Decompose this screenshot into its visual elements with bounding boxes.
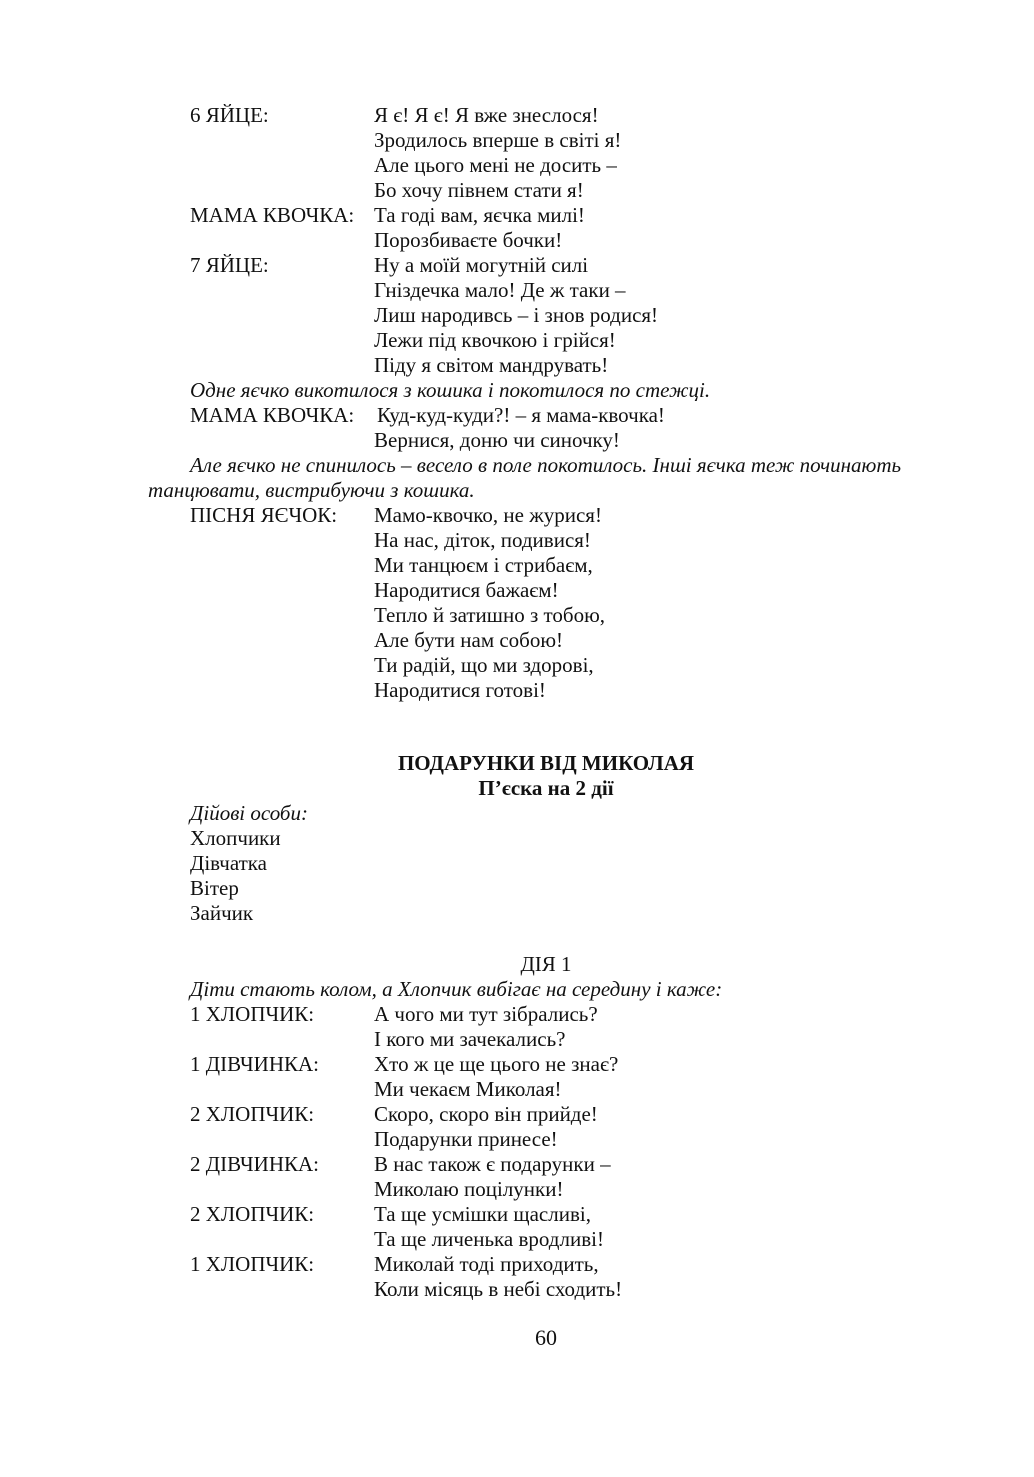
speaker-label: 2 ХЛОПЧИК: — [190, 1102, 315, 1126]
verse-line: Піду я світом мандрувать! — [374, 353, 609, 377]
verse-line: Я є! Я є! Я вже знеслося! — [374, 103, 599, 127]
verse-line: Лиш народивсь – і знов родися! — [374, 303, 659, 327]
verse-line: В нас також є подарунки – — [374, 1152, 611, 1176]
speaker-label: ПІСНЯ ЯЄЧОК: — [190, 503, 338, 527]
verse-line: Хто ж це ще цього не знає? — [374, 1052, 619, 1076]
verse-line: Миколаю поцілунки! — [374, 1177, 564, 1201]
speaker-label: 7 ЯЙЦЕ: — [190, 253, 269, 277]
verse-line: Гніздечка мало! Де ж таки – — [374, 278, 626, 302]
cast-member: Дівчатка — [190, 851, 267, 875]
verse-line: Скоро, скоро він прийде! — [374, 1102, 598, 1126]
verse-line: Ну а моїй могутній силі — [374, 253, 589, 277]
verse-line: Бо хочу півнем стати я! — [374, 178, 584, 202]
verse-line: Миколай тоді приходить, — [374, 1252, 599, 1276]
verse-line: Ми чекаєм Миколая! — [374, 1077, 562, 1101]
verse-line: Ми танцюєм і стрибаєм, — [374, 553, 593, 577]
verse-line: Вернися, доню чи синочку! — [374, 428, 620, 452]
verse-line: Але бути нам собою! — [374, 628, 564, 652]
verse-line: Та годі вам, яєчка милі! — [374, 203, 585, 227]
speaker-label: 2 ДІВЧИНКА: — [190, 1152, 320, 1176]
verse-line: Ти радій, що ми здорові, — [374, 653, 594, 677]
cast-label: Дійові особи: — [190, 801, 308, 825]
stage-direction: Діти стають колом, а Хлопчик вибігає на середину і каже: — [190, 977, 723, 1001]
page-number: 60 — [535, 1325, 557, 1350]
play-title: ПОДАРУНКИ ВІД МИКОЛАЯ — [397, 751, 695, 775]
cast-member: Вітер — [190, 876, 239, 900]
verse-line: На нас, діток, подивися! — [374, 528, 591, 552]
verse-line: Та ще личенька вродливі! — [374, 1227, 604, 1251]
verse-line: Коли місяць в небі сходить! — [374, 1277, 623, 1301]
speaker-label: МАМА КВОЧКА: — [190, 403, 355, 427]
cast-member: Зайчик — [190, 901, 254, 925]
stage-direction: танцювати, вистрибуючи з кошика. — [148, 478, 475, 502]
verse-line: Зродилось вперше в світі я! — [374, 128, 622, 152]
verse-line: Мамо-квочко, не журися! — [374, 503, 602, 527]
speaker-label: 2 ХЛОПЧИК: — [190, 1202, 315, 1226]
speaker-label: 1 ДІВЧИНКА: — [190, 1052, 320, 1076]
stage-direction: Але яєчко не спинилось – весело в поле покотилось. Інші яєчка теж починають — [190, 453, 902, 477]
speaker-label: 1 ХЛОПЧИК: — [190, 1252, 315, 1276]
speaker-label: МАМА КВОЧКА: — [190, 203, 355, 227]
verse-line: Подарунки принесе! — [374, 1127, 558, 1151]
verse-line: І кого ми зачекались? — [374, 1027, 566, 1051]
verse-line: Народитися бажаєм! — [374, 578, 559, 602]
speaker-label: 1 ХЛОПЧИК: — [190, 1002, 315, 1026]
cast-member: Хлопчики — [190, 826, 281, 850]
verse-line: А чого ми тут зібрались? — [374, 1002, 598, 1026]
play-subtitle: П’єска на 2 дії — [478, 776, 614, 800]
speaker-label: 6 ЯЙЦЕ: — [190, 103, 269, 127]
verse-line: Але цього мені не досить – — [374, 153, 617, 177]
verse-line: Куд-куд-куди?! – я мама-квочка! — [377, 403, 665, 427]
verse-line: Та ще усмішки щасливі, — [374, 1202, 591, 1226]
verse-line: Тепло й затишно з тобою, — [374, 603, 606, 627]
stage-direction: Одне яєчко викотилося з кошика і покотилося по стежці. — [190, 378, 711, 402]
verse-line: Лежи під квочкою і грійся! — [374, 328, 616, 352]
verse-line: Порозбиваєте бочки! — [374, 228, 563, 252]
act-heading: ДІЯ 1 — [520, 952, 572, 976]
verse-line: Народитися готові! — [374, 678, 546, 702]
